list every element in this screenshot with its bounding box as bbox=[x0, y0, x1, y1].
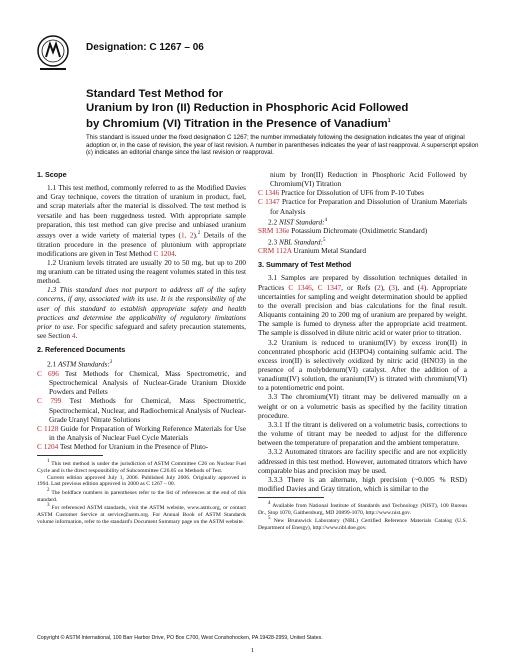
standard-link[interactable]: C 1347 bbox=[317, 282, 342, 292]
footnote: 3 For referenced ASTM standards, visit the ASTM website, www.astm.org, or contact ASTM Customer Service at service@astm.org. For Annual Book of ASTM Standards volume information, refer to the standard's Document Summary page on the ASTM website. bbox=[37, 503, 246, 525]
page-title bbox=[86, 88, 486, 131]
paragraph-2-3: 2.3 NBL Standard:$^5$ bbox=[268, 236, 326, 246]
page-number: 1 bbox=[251, 647, 255, 654]
paragraph-3-3-2: 3.3.2 Automated titrators are facility specific and are not explicitly addressed in this test method. However, automated titrators which have comparable bias and precision may be used. bbox=[258, 447, 467, 475]
standard-link[interactable]: C 1346 bbox=[258, 188, 280, 198]
standard-link[interactable]: C 1128 bbox=[37, 423, 59, 433]
standard-link[interactable]: C 1204 bbox=[37, 442, 59, 452]
paragraph-1-3: 1.3 This standard does not purport to address all of the safety concerns, if any, associated with its use. It is the responsibility of the user of this standard to establish appropriate safety and health practices and determine the applicability of regulatory limitations prior to use. For specific safeguard and safety precaution statements, see Section 4. bbox=[37, 285, 246, 341]
footnote: 4 Available from National Institute of Standards and Technology (NIST), 100 Bureau Dr., Stop 1070, Gaithersburg, MD 20899-1070, http://www.nist.gov. bbox=[258, 501, 467, 516]
reference-item: CRM 112A Uranium Metal Standard bbox=[258, 246, 366, 256]
left-column bbox=[37, 170, 246, 525]
standard-link[interactable]: CRM 112A bbox=[258, 246, 292, 256]
title-line-2: Uranium by Iron (II) Reduction in Phosphoric Acid Followed bbox=[86, 101, 409, 114]
paragraph-3-1: 3.1 Samples are prepared by dissolution techniques detailed in Practices C 1346, C 1347, or Refs (2), (3), and (4). Appropriate uncertainties for sampling and weight determination should be applied to the overall precision and bias calculations for the final result. Aliquants containing 20 to 200 mg of uranium are prepared by weight. The sample is fumed to dryness after the appropriate acid treatment. The sample is dissolved in dilute nitric acid or water prior to titration. bbox=[258, 273, 467, 338]
footnote-divider bbox=[37, 455, 103, 456]
paragraph-3-3-3: 3.3.3 There is an alternate, high precision (~0.005 % RSD) modified Davies and Gray titration, which is similar to the bbox=[258, 474, 467, 493]
title-line-1: Standard Test Method for bbox=[86, 88, 224, 100]
reference-item: C 696 Test Methods for Chemical, Mass Spectrometric, and Spectrochemical Analysis of Nuclear-Grade Uranium Dioxide Powders and Pellets bbox=[37, 368, 246, 397]
paragraph-3-3-1: 3.3.1 If the titrant is delivered on a volumetric basis, corrections to the volume of titrant may be needed to adjust for the difference between the temperature of preparation and the ambient temperature. bbox=[258, 419, 467, 448]
reference-link[interactable]: 3 bbox=[391, 282, 395, 292]
copyright-notice: Copyright © ASTM International, 100 Barr Harbor Drive, PO Box C700, West Conshohocken, PA 19428-2959, United States. bbox=[37, 635, 323, 641]
section-heading-referenced-documents: 2. Referenced Documents bbox=[37, 345, 126, 355]
reference-link[interactable]: 2 bbox=[376, 282, 381, 292]
section-heading-summary: 3. Summary of Test Method bbox=[258, 260, 352, 270]
standard-link[interactable]: SRM 136e bbox=[258, 226, 290, 236]
reference-item: C 1347 Practice for Preparation and Dissolution of Uranium Materials for Analysis bbox=[258, 197, 467, 216]
reference-item: C 1128 Guide for Preparation of Working Reference Materials for Use in the Analysis of Nuclear Fuel Cycle Materials bbox=[37, 423, 246, 443]
paragraph-2-2: 2.2 NIST Standard:$^4$ bbox=[268, 217, 328, 227]
title-line-3: by Chromium (VI) Titration in the Presence of Vanadium$^1$ bbox=[86, 117, 391, 130]
paragraph-1-1: 1.1 This test method, commonly referred to as the Modified Davies and Gray technique, covers the titration of uranium in product, fuel, and scrap materials after the material is dissolved. The test method is versatile and has been ruggedness tested. With appropriate sample preparation, this test method can give precise and unbiased uranium assays over a wide variety of material types (1, 2).$^2$ Details of the titration procedure in the presence of plutonium with appropriate modifications are given in Test Method C 1204. bbox=[37, 183, 246, 258]
reference-item: SRM 136e Potassium Dichromate (Oxidimetric Standard) bbox=[258, 226, 428, 236]
reference-link[interactable]: 1, 2 bbox=[181, 230, 194, 240]
footnote: 5 New Brunswick Laboratory (NBL) Certified Reference Materials Catalog (U.S. Department of Energy), http://www.nbl.doe.gov. bbox=[258, 516, 467, 531]
section-link-4[interactable]: 4 bbox=[71, 331, 76, 341]
footnote-divider bbox=[258, 497, 324, 498]
footnote: 1 This test method is under the jurisdiction of ASTM Committee C26 on Nuclear Fuel Cycle and is the direct responsibility of Subcommittee C26.05 on Methods of Test. bbox=[37, 459, 246, 474]
reference-link[interactable]: 4 bbox=[420, 282, 424, 292]
issuance-notice: This standard is issued under the fixed designation C 1267; the number immediately following the designation indicates the year of original adoption or, in the case of revision, the year of last revision. A number in parentheses indicates the year of last reapproval. A superscript epsilon (ε) indicates an editorial change since the last revision or reapproval. bbox=[86, 134, 479, 157]
reference-item: C 1346 Practice for Dissolution of UF6 from P-10 Tubes bbox=[258, 188, 425, 198]
standard-link-c1204[interactable]: C 1204 bbox=[153, 248, 175, 258]
section-heading-scope: 1. Scope bbox=[37, 170, 67, 179]
paragraph-2-1: 2.1 ASTM Standards:$^3$ bbox=[47, 359, 113, 369]
reference-continuation: nium by Iron(II) Reduction in Phosphoric Acid Followed by Chromium(VI) Titration bbox=[270, 170, 467, 189]
paragraph-3-2: 3.2 Uranium is reduced to uranium(IV) by excess iron(II) in concentrated phosphoric acid (H3PO4) containing sulfamic acid. The excess iron(II) is selectively oxidized by nitric acid (HNO3) in the presence of a molybdenum(VI) catalyst. After the addition of a vanadium(IV) solution, the uranium(IV) is titrated with chromium(VI) to a potentiometric end point. bbox=[258, 337, 467, 393]
footnote: 2 The boldface numbers in parentheses refer to the list of references at the end of this standard. bbox=[37, 488, 246, 503]
astm-logo bbox=[36, 34, 70, 74]
paragraph-1-2: 1.2 Uranium levels titrated are usually 20 to 50 mg, but up to 200 mg uranium can be titrated using the reagent volumes stated in this test method. bbox=[37, 257, 246, 286]
standard-link[interactable]: C 799 bbox=[37, 396, 62, 406]
standard-link[interactable]: C 696 bbox=[37, 368, 59, 378]
reference-item: C 1204 Test Method for Uranium in the Presence of Pluto- bbox=[37, 442, 209, 452]
right-column bbox=[258, 170, 467, 532]
standard-link[interactable]: C 1347 bbox=[258, 197, 280, 207]
reference-item: C 799 Test Methods for Chemical, Mass Spectrometric, Spectrochemical, Nuclear, and Radiochemical Analysis of Nuclear-Grade Uranyl Nitrate Solutions bbox=[37, 396, 246, 424]
footnote: Current edition approved July 1, 2006. Published July 2006. Originally approved in 1994. Last previous edition approved in 2000 as C 1267 – 00. bbox=[37, 474, 246, 488]
standard-link[interactable]: C 1346 bbox=[288, 282, 312, 292]
designation: Designation: C 1267 – 06 bbox=[86, 42, 204, 53]
paragraph-3-3: 3.3 The chromium(VI) titrant may be delivered manually on a weight or on a volumetric basis as specified by the facility titration procedure. bbox=[258, 392, 467, 420]
